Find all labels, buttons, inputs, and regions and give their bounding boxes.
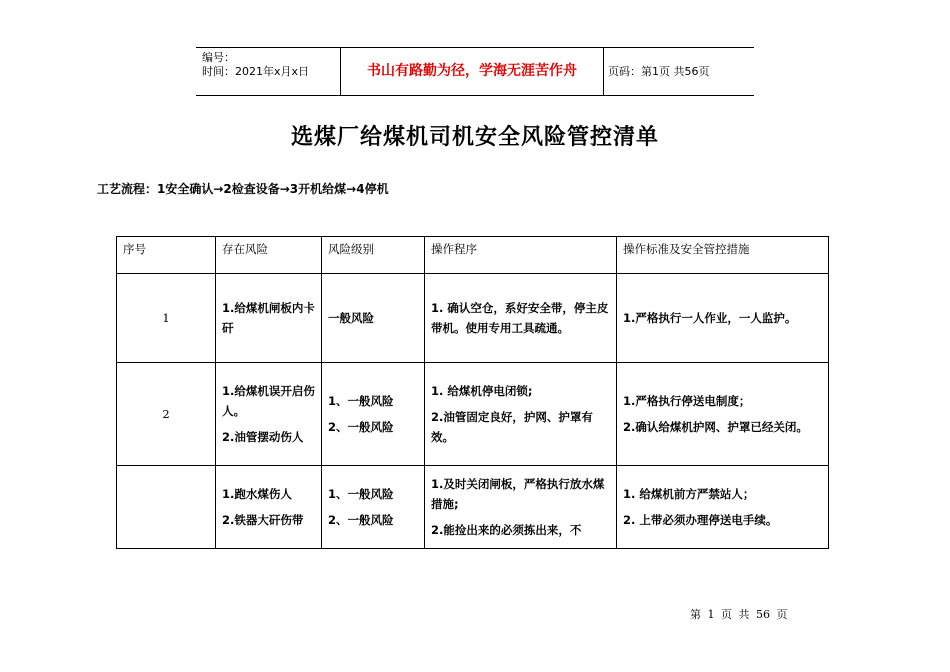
level-cell: [322, 363, 425, 466]
header-page-info: 页码：第1页 共56页: [608, 65, 710, 78]
table-header-row: [117, 237, 829, 274]
document-header: [196, 47, 754, 96]
procedure-cell: [425, 466, 617, 549]
column-header: 操作程序: [425, 237, 617, 274]
level-item: 一般风险: [328, 311, 374, 325]
level-item: 1、一般风险: [328, 394, 394, 408]
measure-item: 1. 给煤机前方严禁站人；: [623, 487, 755, 501]
measures-cell: [617, 466, 829, 549]
risk-cell: [216, 363, 322, 466]
page-footer: 第 1 页 共 56 页: [690, 608, 788, 621]
risk-cell: [216, 466, 322, 549]
table-row: [117, 274, 829, 363]
column-header: 操作标准及安全管控措施: [617, 237, 829, 274]
procedure-item: 2.油管固定良好，护网、护罩有效。: [431, 410, 593, 444]
table-row: [117, 363, 829, 466]
level-item: 2、一般风险: [328, 513, 394, 527]
header-motto: 书山有路勤为径，学海无涯苦作舟: [340, 47, 604, 96]
level-cell: [322, 274, 425, 363]
procedure-cell: [425, 274, 617, 363]
risk-cell: [216, 274, 322, 363]
risk-item: 1.给煤机闸板内卡矸: [222, 301, 315, 335]
measures-cell: [617, 274, 829, 363]
row-number: [117, 466, 216, 549]
risk-control-table: [116, 236, 829, 549]
process-flow: 工艺流程：1安全确认→2检查设备→3开机给煤→4停机: [97, 182, 389, 196]
measure-item: 1.严格执行一人作业，一人监护。: [623, 311, 797, 325]
level-item: 1、一般风险: [328, 487, 394, 501]
risk-item: 2.铁器大矸伤带: [222, 513, 304, 527]
measure-item: 1.严格执行停送电制度；: [623, 394, 751, 408]
risk-item: 2.油管摆动伤人: [222, 430, 304, 444]
procedure-item: 2.能捡出来的必须拣出来，不: [431, 523, 582, 537]
column-header: 存在风险: [216, 237, 322, 274]
measure-item: 2. 上带必须办理停送电手续。: [623, 513, 778, 527]
procedure-item: 1. 给煤机停电闭锁;: [431, 384, 533, 398]
level-cell: [322, 466, 425, 549]
table-row: [117, 466, 829, 549]
header-meta: [196, 47, 340, 96]
column-header: 风险级别: [322, 237, 425, 274]
document-title: 选煤厂给煤机司机安全风险管控清单: [290, 124, 659, 150]
procedure-cell: [425, 363, 617, 466]
row-number: 1: [117, 274, 216, 363]
risk-item: 1.给煤机误开启伤人。: [222, 384, 315, 418]
measures-cell: [617, 363, 829, 466]
document-number-label: 编号：: [202, 51, 235, 64]
procedure-item: 1.及时关闭闸板，严格执行放水煤措施;: [431, 477, 605, 511]
measure-item: 2.确认给煤机护网、护罩已经关闭。: [623, 420, 808, 434]
row-number: 2: [117, 363, 216, 466]
procedure-item: 1. 确认空仓，系好安全带，停主皮带机。使用专用工具疏通。: [431, 301, 609, 335]
level-item: 2、一般风险: [328, 420, 394, 434]
column-header: 序号: [117, 237, 216, 274]
risk-item: 1.跑水煤伤人: [222, 487, 292, 501]
header-bottom-rule: [196, 95, 754, 96]
document-date: 时间：2021年x月x日: [202, 65, 310, 78]
